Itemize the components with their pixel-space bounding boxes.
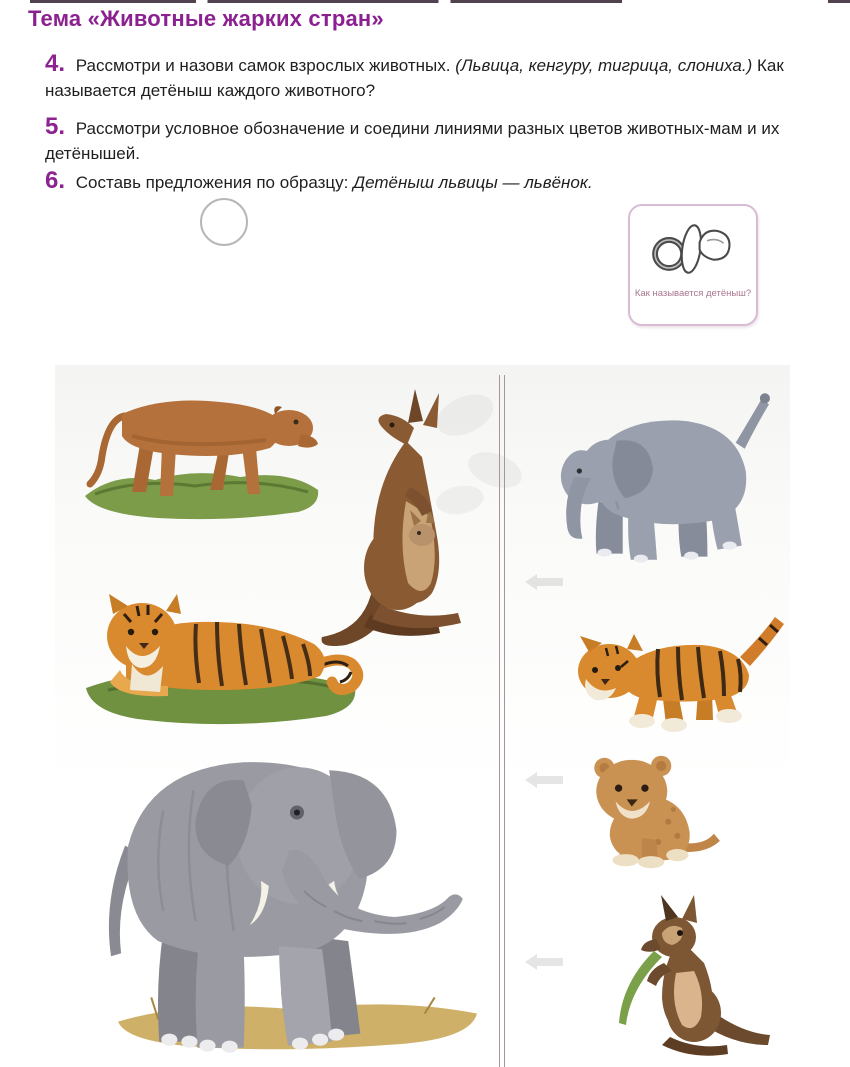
task-6-text: Составь предложения по образцу: (75, 173, 349, 192)
task-5 (45, 115, 827, 166)
task-5-text: Рассмотри условное обозначение и соедини линиями разных цветов животных-мам и их детёнышей. (45, 119, 780, 163)
legend-caption: Как называется детёныш? (634, 288, 752, 299)
elephant-image (103, 750, 495, 1064)
tiger-cub-image (562, 608, 790, 738)
column-divider (499, 375, 505, 1067)
lioness-image (70, 374, 330, 524)
left-arrow-icon (524, 572, 566, 592)
task-6-example: Детёныш львицы — львёнок. (353, 173, 593, 192)
task-4 (45, 52, 827, 103)
answer-circle (200, 198, 248, 246)
task-4-text-after: Как называется детёныш каждого животного? (45, 56, 784, 100)
baby-elephant-image (538, 380, 775, 572)
pacifier-icon (647, 216, 739, 282)
left-arrow-icon (524, 770, 566, 790)
task-4-text: Рассмотри и назови самок взрослых животных. (75, 56, 451, 75)
left-arrow-icon (524, 952, 566, 972)
lion-cub-image (575, 748, 725, 873)
task-6 (45, 169, 827, 195)
animals-illustration (55, 365, 790, 1067)
task-4-number: 4. (45, 50, 66, 77)
page-crop-artifact (30, 0, 622, 3)
task-6-number: 6. (45, 167, 66, 194)
tigress-image (68, 566, 373, 738)
task-4-example: (Львица, кенгуру, тигрица, слониха.) (455, 56, 753, 75)
task-5-number: 5. (45, 113, 66, 140)
legend-box (628, 204, 758, 326)
page-crop-artifact-right (828, 0, 850, 3)
page-title: Тема «Животные жарких стран» (28, 6, 384, 31)
baby-kangaroo-image (592, 893, 792, 1065)
